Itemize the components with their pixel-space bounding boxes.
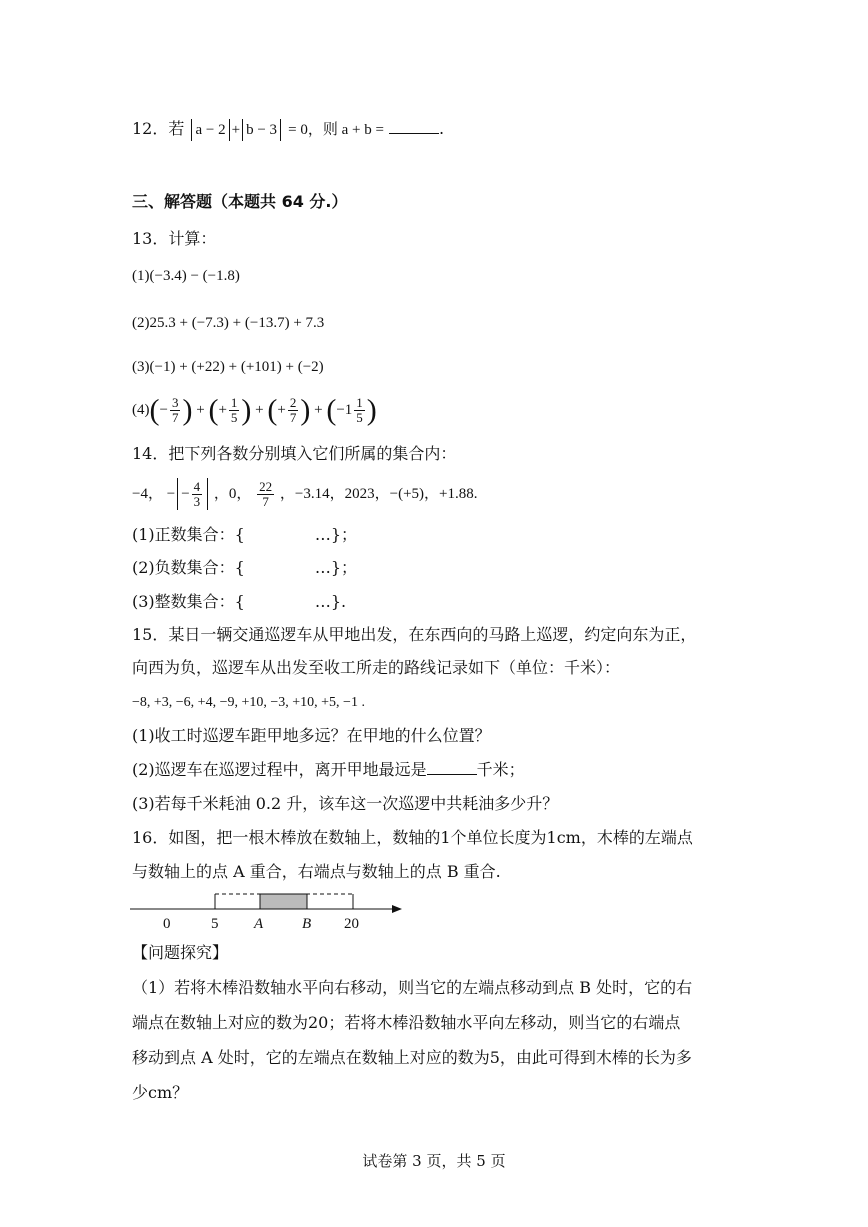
q16-explore-line3: 移动到点 A 处时，它的左端点在数轴上对应的数为5，由此可得到木棒的长为多 (132, 1048, 692, 1067)
q14-set-negative: (2)负数集合：{ …}； (132, 558, 358, 577)
q13-p4-term4-fraction: $\frac{1}{5}$ (356, 395, 363, 426)
q16-explore-heading: 【问题探究】 (132, 943, 229, 962)
q14-set-integer: (3)整数集合：{ …}. (132, 592, 347, 611)
section-3-title: 三、解答题（本题共 64 分.） (132, 192, 348, 211)
question-16-line1: 16．如图，把一根木棒放在数轴上，数轴的1个单位长度为1cm，木棒的左端点 (132, 828, 693, 847)
question-15-line2: 向西为负，巡逻车从出发至收工所走的路线记录如下（单位：千米）： (132, 658, 621, 677)
q14-n1: −4， (132, 486, 163, 502)
number-line-figure (120, 888, 410, 936)
axis-label-5: 5 (211, 916, 219, 932)
q13-p4-term1-sign: − (159, 402, 168, 418)
q15-part-2: (2)巡逻车在巡逻过程中，离开甲地最远是 千米； (132, 760, 525, 779)
q15-record: −8, +3, −6, +4, −9, +10, −3, +10, +5, −1 . (132, 695, 365, 710)
q13-p4-term3-sign: + (277, 402, 286, 418)
q12-answer-blank (389, 119, 439, 134)
q13-p3-label: (3) (132, 359, 150, 375)
q13-p1-label: (1) (132, 268, 150, 284)
q13-p2-expr: 25.3 + (−7.3) + (−13.7) + 7.3 (149, 315, 325, 331)
q12-abs-a: a − 2 (191, 119, 229, 141)
axis-label-A: A (254, 916, 264, 932)
q13-p4-term3-fraction: $\frac{2}{7}$ (289, 395, 297, 426)
q13-part-3 (132, 356, 324, 378)
q13-part-4: (4)(− $\frac{3}{7}$ ) + (+ $\frac{1}{5}$ ) + (+ $\frac{2}{7}$ ) + (−1 $\frac{1}{5}$ ) (132, 393, 377, 427)
q13-p4-label: (4) (132, 402, 150, 418)
q13-p4-term2-fraction: $\frac{1}{5}$ (230, 395, 238, 426)
question-13-title: 13．计算： (132, 229, 217, 248)
q16-explore-line2: 端点在数轴上对应的数为20；若将木棒沿数轴水平向左移动，则当它的右端点 (132, 1013, 681, 1032)
axis-label-0: 0 (163, 916, 171, 932)
q13-p4-term1-fraction: $\frac{3}{7}$ (171, 395, 179, 426)
question-14-title: 14．把下列各数分别填入它们所属的集合内： (132, 444, 457, 463)
q13-p1-expr: (−3.4) − (−1.8) (149, 268, 240, 284)
q12-equation: = 0，则 a + b = (288, 122, 384, 138)
q13-p4-term2-sign: + (218, 402, 227, 418)
question-15-line1: 15．某日一辆交通巡逻车从甲地出发，在东西向的马路上巡逻，约定向东为正， (132, 625, 697, 644)
q15-part-1: (1)收工时巡逻车距甲地多远？在甲地的什么位置？ (132, 726, 491, 745)
q13-p2-label: (2) (132, 315, 150, 331)
q14-n2-sign: − (166, 486, 176, 502)
q14-n5: ，−3.14，2023，−(+5)，+1.88. (279, 486, 478, 502)
q13-part-2 (132, 312, 324, 334)
q14-n3: ，0， (213, 486, 252, 502)
q12-lead: 12．若 (132, 119, 185, 138)
axis-label-20: 20 (344, 916, 359, 932)
q12-end: . (439, 119, 445, 138)
question-16-line2: 与数轴上的点 A 重合，右端点与数轴上的点 B 重合. (132, 862, 501, 881)
q15-answer-blank (427, 760, 477, 775)
page-footer: 试卷第 3 页，共 5 页 (362, 1152, 506, 1170)
wooden-stick (260, 894, 307, 909)
q12-abs-b: b − 3 (242, 119, 281, 141)
q14-numbers (132, 478, 478, 510)
q16-explore-line1: （1）若将木棒沿数轴水平向右移动，则当它的左端点移动到点 B 处时，它的右 (132, 978, 693, 997)
q15-part-3: (3)若每千米耗油 0.2 升，该车这一次巡逻中共耗油多少升？ (132, 794, 559, 813)
question-12: 12．若 a − 2 + b − 3 = 0，则 a + b = . (132, 118, 444, 141)
q13-p4-term4-sign: −1 (336, 402, 353, 418)
axis-arrow-icon (392, 905, 402, 913)
q14-fraction-22-7: $\frac{22}{7}$ (259, 479, 273, 510)
q13-p3-expr: (−1) + (+22) + (+101) + (−2) (149, 359, 324, 375)
q14-abs-fraction: − $\frac{4}{3}$ (177, 478, 208, 510)
q14-set-positive: (1)正数集合：{ …}； (132, 525, 358, 544)
q16-explore-line4: 少cm？ (132, 1083, 189, 1102)
q13-part-1 (132, 265, 240, 287)
axis-label-B: B (302, 916, 312, 932)
